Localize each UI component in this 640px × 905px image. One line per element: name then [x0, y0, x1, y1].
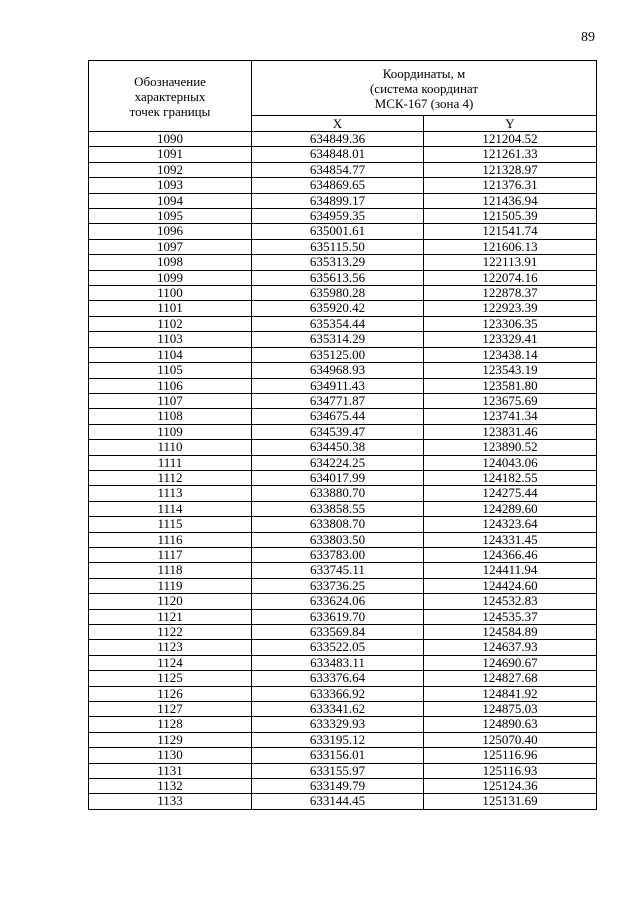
point-id-cell: 1096: [89, 224, 252, 239]
x-column-header: X: [252, 116, 424, 132]
point-id-cell: 1133: [89, 794, 252, 809]
point-id-cell: 1128: [89, 717, 252, 732]
y-coordinate-cell: 124890.63: [424, 717, 597, 732]
point-id-cell: 1126: [89, 686, 252, 701]
table-row: [89, 671, 597, 686]
x-coordinate-cell: 634899.17: [252, 193, 424, 208]
table-row: [89, 732, 597, 747]
point-id-cell: 1123: [89, 640, 252, 655]
point-id-cell: 1100: [89, 286, 252, 301]
table-row: [89, 255, 597, 270]
y-coordinate-cell: 121204.52: [424, 132, 597, 147]
x-coordinate-cell: 634849.36: [252, 132, 424, 147]
x-coordinate-cell: 634911.43: [252, 378, 424, 393]
table-row: [89, 224, 597, 239]
table-row: [89, 239, 597, 254]
table-row: [89, 486, 597, 501]
point-id-cell: 1127: [89, 702, 252, 717]
y-coordinate-cell: 121261.33: [424, 147, 597, 162]
point-id-cell: 1125: [89, 671, 252, 686]
x-coordinate-cell: 633858.55: [252, 501, 424, 516]
x-coordinate-cell: 635354.44: [252, 316, 424, 331]
y-column-header: Y: [424, 116, 597, 132]
x-coordinate-cell: 634968.93: [252, 363, 424, 378]
table-row: [89, 578, 597, 593]
y-coordinate-cell: 121328.97: [424, 162, 597, 177]
y-coordinate-cell: 123543.19: [424, 363, 597, 378]
y-coordinate-cell: 123831.46: [424, 424, 597, 439]
point-id-cell: 1094: [89, 193, 252, 208]
point-id-cell: 1124: [89, 655, 252, 670]
y-coordinate-cell: 125116.93: [424, 763, 597, 778]
table-row: [89, 717, 597, 732]
y-coordinate-cell: 125116.96: [424, 748, 597, 763]
table-row: [89, 332, 597, 347]
y-coordinate-cell: 121436.94: [424, 193, 597, 208]
point-id-cell: 1121: [89, 609, 252, 624]
table-row: [89, 209, 597, 224]
table-row: [89, 470, 597, 485]
x-coordinate-cell: 634869.65: [252, 178, 424, 193]
table-row: [89, 147, 597, 162]
point-id-cell: 1111: [89, 455, 252, 470]
coordinates-table: [88, 60, 597, 810]
table-row: [89, 501, 597, 516]
table-row: [89, 393, 597, 408]
table-row: [89, 162, 597, 177]
point-id-cell: 1116: [89, 532, 252, 547]
y-coordinate-cell: 124637.93: [424, 640, 597, 655]
point-id-cell: 1132: [89, 779, 252, 794]
point-id-cell: 1114: [89, 501, 252, 516]
x-coordinate-cell: 633156.01: [252, 748, 424, 763]
x-coordinate-cell: 635613.56: [252, 270, 424, 285]
page-number: 89: [581, 30, 595, 45]
x-coordinate-cell: 633880.70: [252, 486, 424, 501]
point-id-cell: 1105: [89, 363, 252, 378]
y-coordinate-cell: 123890.52: [424, 440, 597, 455]
y-coordinate-cell: 122074.16: [424, 270, 597, 285]
x-coordinate-cell: 634771.87: [252, 393, 424, 408]
x-coordinate-cell: 633569.84: [252, 625, 424, 640]
x-coordinate-cell: 633522.05: [252, 640, 424, 655]
y-coordinate-cell: 124289.60: [424, 501, 597, 516]
point-label-header: [89, 61, 252, 132]
point-id-cell: 1104: [89, 347, 252, 362]
x-coordinate-cell: 633803.50: [252, 532, 424, 547]
table-row: [89, 609, 597, 624]
point-id-cell: 1115: [89, 517, 252, 532]
y-coordinate-cell: 122923.39: [424, 301, 597, 316]
y-coordinate-cell: 121505.39: [424, 209, 597, 224]
table-row: [89, 517, 597, 532]
table-row: [89, 363, 597, 378]
y-coordinate-cell: 122113.91: [424, 255, 597, 270]
table-row: [89, 794, 597, 809]
x-coordinate-cell: 634450.38: [252, 440, 424, 455]
table-row: [89, 424, 597, 439]
x-coordinate-cell: 633155.97: [252, 763, 424, 778]
table-row: [89, 378, 597, 393]
point-id-cell: 1090: [89, 132, 252, 147]
y-coordinate-cell: 124182.55: [424, 470, 597, 485]
point-id-cell: 1092: [89, 162, 252, 177]
point-label-text: Обозначение характерных точек границы: [129, 73, 211, 119]
x-coordinate-cell: 634539.47: [252, 424, 424, 439]
y-coordinate-cell: 122878.37: [424, 286, 597, 301]
x-coordinate-cell: 633808.70: [252, 517, 424, 532]
point-id-cell: 1119: [89, 578, 252, 593]
point-id-cell: 1117: [89, 547, 252, 562]
x-coordinate-cell: 633376.64: [252, 671, 424, 686]
y-coordinate-cell: 124424.60: [424, 578, 597, 593]
x-coordinate-cell: 635115.50: [252, 239, 424, 254]
y-coordinate-cell: 124827.68: [424, 671, 597, 686]
y-coordinate-cell: 124690.67: [424, 655, 597, 670]
x-coordinate-cell: 634854.77: [252, 162, 424, 177]
x-coordinate-cell: 634848.01: [252, 147, 424, 162]
table-row: [89, 270, 597, 285]
y-coordinate-cell: 123438.14: [424, 347, 597, 362]
y-coordinate-cell: 123741.34: [424, 409, 597, 424]
x-coordinate-cell: 635001.61: [252, 224, 424, 239]
table-row: [89, 286, 597, 301]
point-id-cell: 1103: [89, 332, 252, 347]
point-id-cell: 1102: [89, 316, 252, 331]
point-id-cell: 1095: [89, 209, 252, 224]
y-coordinate-cell: 124584.89: [424, 625, 597, 640]
y-coordinate-cell: 124535.37: [424, 609, 597, 624]
point-id-cell: 1107: [89, 393, 252, 408]
point-id-cell: 1097: [89, 239, 252, 254]
y-coordinate-cell: 124043.06: [424, 455, 597, 470]
x-coordinate-cell: 633483.11: [252, 655, 424, 670]
x-coordinate-cell: 633366.92: [252, 686, 424, 701]
table-row: [89, 440, 597, 455]
x-coordinate-cell: 633736.25: [252, 578, 424, 593]
point-id-cell: 1129: [89, 732, 252, 747]
point-id-cell: 1110: [89, 440, 252, 455]
y-coordinate-cell: 123675.69: [424, 393, 597, 408]
point-id-cell: 1112: [89, 470, 252, 485]
point-id-cell: 1099: [89, 270, 252, 285]
point-id-cell: 1091: [89, 147, 252, 162]
x-coordinate-cell: 634959.35: [252, 209, 424, 224]
table-row: [89, 686, 597, 701]
x-coordinate-cell: 633624.06: [252, 594, 424, 609]
y-coordinate-cell: 125131.69: [424, 794, 597, 809]
point-id-cell: 1113: [89, 486, 252, 501]
x-coordinate-cell: 633195.12: [252, 732, 424, 747]
table-row: [89, 316, 597, 331]
y-coordinate-cell: 124366.46: [424, 547, 597, 562]
point-id-cell: 1131: [89, 763, 252, 778]
y-coordinate-cell: 125124.36: [424, 779, 597, 794]
y-coordinate-cell: 123306.35: [424, 316, 597, 331]
point-id-cell: 1130: [89, 748, 252, 763]
y-coordinate-cell: 121376.31: [424, 178, 597, 193]
y-coordinate-cell: 124875.03: [424, 702, 597, 717]
table-row: [89, 563, 597, 578]
y-coordinate-cell: 124411.94: [424, 563, 597, 578]
table-row: [89, 193, 597, 208]
table-row: [89, 347, 597, 362]
y-coordinate-cell: 123581.80: [424, 378, 597, 393]
table-row: [89, 779, 597, 794]
table-row: [89, 301, 597, 316]
table-row: [89, 547, 597, 562]
x-coordinate-cell: 633619.70: [252, 609, 424, 624]
table-header: [89, 61, 597, 132]
table-row: [89, 655, 597, 670]
table-row: [89, 178, 597, 193]
y-coordinate-cell: 124841.92: [424, 686, 597, 701]
table-body: [89, 132, 597, 810]
y-coordinate-cell: 121541.74: [424, 224, 597, 239]
point-id-cell: 1120: [89, 594, 252, 609]
x-coordinate-cell: 634675.44: [252, 409, 424, 424]
x-coordinate-cell: 634224.25: [252, 455, 424, 470]
y-coordinate-cell: 124532.83: [424, 594, 597, 609]
coordinates-header: Координаты, м (система координат МСК-167 (зона 4): [252, 61, 597, 116]
table-row: [89, 763, 597, 778]
table-row: [89, 702, 597, 717]
table-row: [89, 409, 597, 424]
table-row: [89, 132, 597, 147]
x-coordinate-cell: 634017.99: [252, 470, 424, 485]
x-coordinate-cell: 633149.79: [252, 779, 424, 794]
table-row: [89, 625, 597, 640]
x-coordinate-cell: 635314.29: [252, 332, 424, 347]
x-coordinate-cell: 635125.00: [252, 347, 424, 362]
y-coordinate-cell: 123329.41: [424, 332, 597, 347]
x-coordinate-cell: 635980.28: [252, 286, 424, 301]
x-coordinate-cell: 633783.00: [252, 547, 424, 562]
header-row-top: [89, 61, 597, 116]
y-coordinate-cell: 125070.40: [424, 732, 597, 747]
point-id-cell: 1118: [89, 563, 252, 578]
point-id-cell: 1122: [89, 625, 252, 640]
x-coordinate-cell: 633341.62: [252, 702, 424, 717]
x-coordinate-cell: 633745.11: [252, 563, 424, 578]
table-row: [89, 455, 597, 470]
table-row: [89, 532, 597, 547]
x-coordinate-cell: 633329.93: [252, 717, 424, 732]
y-coordinate-cell: 121606.13: [424, 239, 597, 254]
point-id-cell: 1108: [89, 409, 252, 424]
table-row: [89, 594, 597, 609]
point-id-cell: 1098: [89, 255, 252, 270]
point-id-cell: 1106: [89, 378, 252, 393]
table-row: [89, 748, 597, 763]
x-coordinate-cell: 635920.42: [252, 301, 424, 316]
y-coordinate-cell: 124331.45: [424, 532, 597, 547]
point-id-cell: 1101: [89, 301, 252, 316]
x-coordinate-cell: 635313.29: [252, 255, 424, 270]
y-coordinate-cell: 124275.44: [424, 486, 597, 501]
table-row: [89, 640, 597, 655]
point-id-cell: 1109: [89, 424, 252, 439]
x-coordinate-cell: 633144.45: [252, 794, 424, 809]
point-id-cell: 1093: [89, 178, 252, 193]
y-coordinate-cell: 124323.64: [424, 517, 597, 532]
